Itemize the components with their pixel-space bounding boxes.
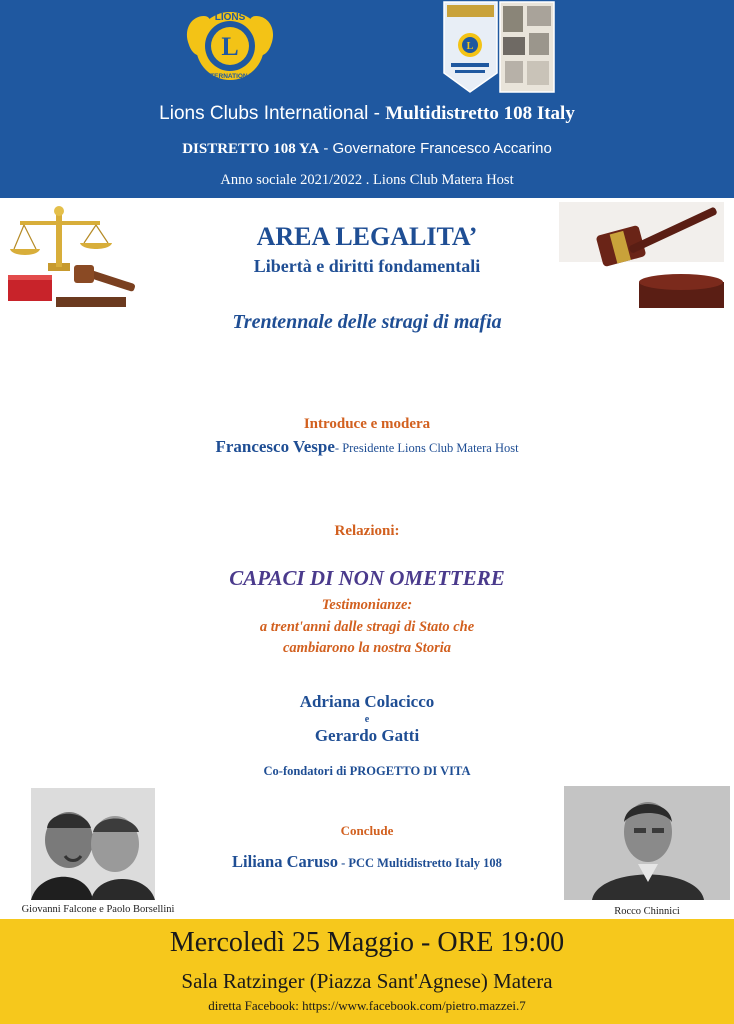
svg-text:L: L [466, 41, 474, 52]
speaker-second: Gerardo Gatti [314, 726, 420, 745]
closing-speaker-name: Liliana Caruso [232, 852, 338, 871]
closing-speaker-role: - PCC Multidistretto Italy 108 [337, 856, 502, 870]
moderator-role: - Presidente Lions Club Matera Host [334, 441, 519, 455]
multidistrict-name: Multidistretto 108 Italy [385, 103, 575, 124]
conclude-label: Conclude [340, 823, 394, 838]
club-banner-image [443, 1, 555, 93]
speaker-affiliation: Co-fondatori di PROGETTO DI VITA [263, 764, 471, 778]
intro-label: Introduce e modera [303, 416, 431, 432]
talk-title: CAPACI DI NON OMETTERE [229, 566, 505, 590]
lions-logo-icon [182, 2, 278, 98]
org-name: Lions Clubs International [159, 103, 369, 124]
event-datetime: Mercoledì 25 Maggio - ORE 19:00 [169, 927, 565, 958]
intro-moderator [0, 437, 734, 457]
header-year-line: Anno sociale 2021/2022 . Lions Club Matera Host [220, 172, 514, 188]
district-name: DISTRETTO 108 YA [182, 141, 320, 157]
svg-text:LIONS: LIONS [214, 12, 246, 23]
relazioni-label: Relazioni: [334, 523, 400, 539]
talk-subtitle-line-2: a trent'anni dalle stragi di Stato che [259, 619, 475, 635]
page-tagline: Trentennale delle stragi di mafia [232, 311, 502, 333]
page-title: AREA LEGALITA’ [256, 222, 478, 251]
header-district-line [0, 140, 734, 158]
speaker-first: Adriana Colacicco [299, 692, 435, 711]
separator: - [368, 103, 386, 124]
speaker-conjunction: e [364, 714, 370, 725]
governor-text: - Governatore Francesco Accarino [319, 140, 552, 157]
right-photo-caption: Rocco Chinnici [614, 906, 680, 917]
facebook-stream-link[interactable]: diretta Facebook: https://www.facebook.com/pietro.mazzei.7 [208, 998, 526, 1013]
moderator-name: Francesco Vespe [215, 437, 335, 456]
talk-subtitle-line-1: Testimonianze: [321, 597, 413, 613]
svg-text:L: L [221, 32, 239, 61]
left-photo-caption: Giovanni Falcone e Paolo Borsellini [21, 904, 175, 915]
event-venue: Sala Ratzinger (Piazza Sant'Agnese) Matera [181, 969, 553, 993]
header-org-line [0, 103, 734, 125]
chinnici-photo [564, 786, 730, 900]
header-band [0, 0, 734, 198]
falcone-borsellino-photo [31, 788, 155, 900]
talk-subtitle-line-3: cambiarono la nostra Storia [283, 640, 451, 656]
svg-text:INTERNATIONAL: INTERNATIONAL [203, 73, 257, 80]
page-subtitle: Libertà e diritti fondamentali [253, 256, 481, 276]
